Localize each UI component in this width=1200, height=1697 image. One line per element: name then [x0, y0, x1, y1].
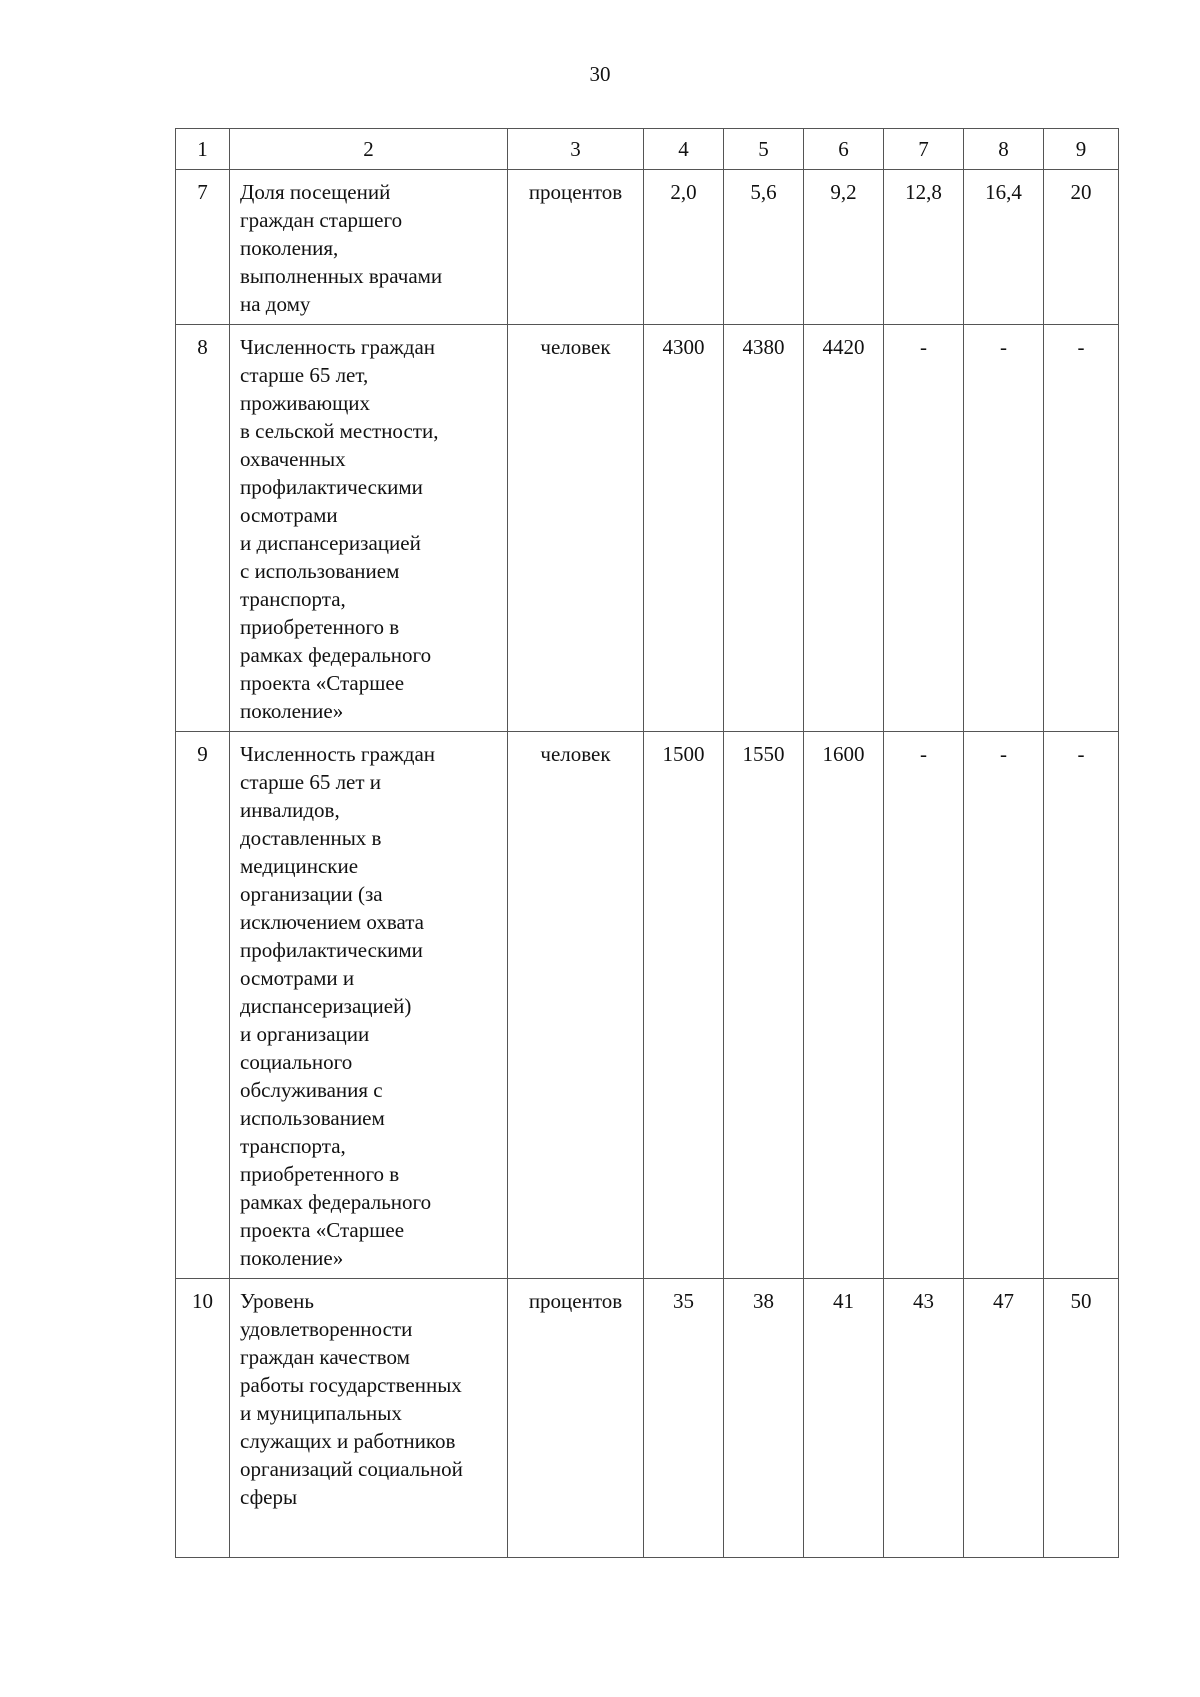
table-row	[176, 732, 1119, 1279]
column-header: 3	[508, 129, 644, 170]
value-cell: -	[964, 325, 1044, 732]
value-cell: -	[1044, 325, 1119, 732]
row-number: 9	[176, 732, 230, 1279]
value-cell: 50	[1044, 1279, 1119, 1558]
value-cell: 47	[964, 1279, 1044, 1558]
value-cell: 43	[884, 1279, 964, 1558]
row-number: 8	[176, 325, 230, 732]
indicator-name: Численность граждан старше 65 лет и инвалидов, доставленных в медицинские организации (за исключением охвата профилактическими осмотрами и диспансеризацией) и организации социального обслуживания с использованием транспорта, приобретенного в рамках федерального проекта «Старшее поколение»	[230, 732, 508, 1279]
value-cell: -	[964, 732, 1044, 1279]
indicators-table	[175, 128, 1119, 1558]
value-cell: -	[1044, 732, 1119, 1279]
unit-cell: человек	[508, 732, 644, 1279]
column-header: 4	[644, 129, 724, 170]
unit-cell: человек	[508, 325, 644, 732]
column-header: 5	[724, 129, 804, 170]
row-number: 7	[176, 170, 230, 325]
value-cell: 4380	[724, 325, 804, 732]
value-cell: 4300	[644, 325, 724, 732]
indicator-name: Доля посещений граждан старшего поколения, выполненных врачами на дому	[230, 170, 508, 325]
value-cell: 41	[804, 1279, 884, 1558]
value-cell: 38	[724, 1279, 804, 1558]
column-header: 9	[1044, 129, 1119, 170]
value-cell: 1550	[724, 732, 804, 1279]
value-cell: 2,0	[644, 170, 724, 325]
unit-cell: процентов	[508, 1279, 644, 1558]
table-header-row	[176, 129, 1119, 170]
value-cell: 35	[644, 1279, 724, 1558]
table-row	[176, 1279, 1119, 1558]
indicator-name: Уровень удовлетворенности граждан качеством работы государственных и муниципальных служащих и работников организаций социальной сферы	[230, 1279, 508, 1558]
value-cell: 1600	[804, 732, 884, 1279]
table-row	[176, 170, 1119, 325]
row-number: 10	[176, 1279, 230, 1558]
value-cell: 5,6	[724, 170, 804, 325]
indicator-name: Численность граждан старше 65 лет, проживающих в сельской местности, охваченных профилактическими осмотрами и диспансеризацией с использованием транспорта, приобретенного в рамках федерального проекта «Старшее поколение»	[230, 325, 508, 732]
column-header: 6	[804, 129, 884, 170]
value-cell: 20	[1044, 170, 1119, 325]
column-header: 1	[176, 129, 230, 170]
value-cell: -	[884, 325, 964, 732]
page-number: 30	[589, 62, 611, 86]
column-header: 2	[230, 129, 508, 170]
value-cell: 12,8	[884, 170, 964, 325]
column-header: 8	[964, 129, 1044, 170]
value-cell: 4420	[804, 325, 884, 732]
value-cell: 16,4	[964, 170, 1044, 325]
table-row	[176, 325, 1119, 732]
value-cell: 1500	[644, 732, 724, 1279]
column-header: 7	[884, 129, 964, 170]
value-cell: 9,2	[804, 170, 884, 325]
value-cell: -	[884, 732, 964, 1279]
unit-cell: процентов	[508, 170, 644, 325]
